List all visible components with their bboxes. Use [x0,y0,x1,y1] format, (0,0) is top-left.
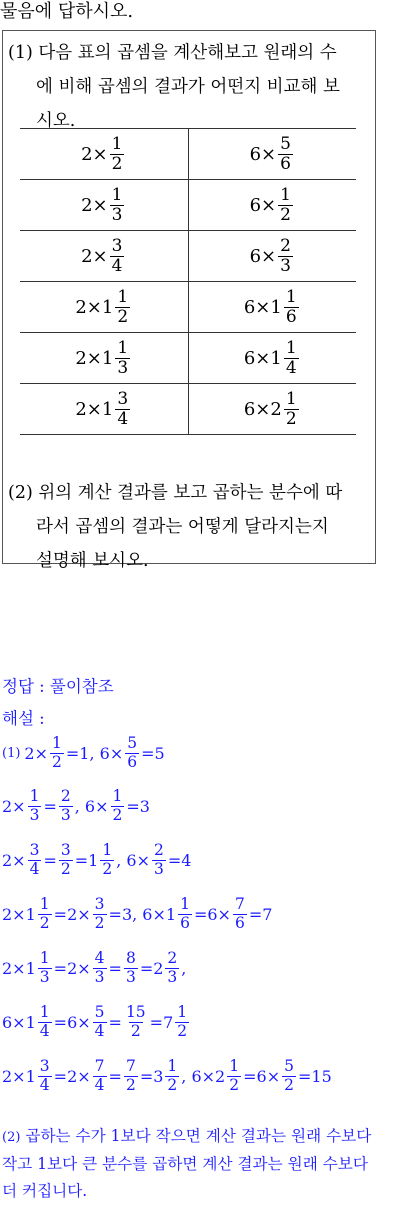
fraction: $\frac{2}{3}$ [153,841,164,878]
q2-solution-line1: 곱하는 수가 1보다 작으면 계산 결과는 원래 수보다 [25,1127,372,1145]
q1-line1: 다음 표의 곱셈을 계산해보고 원래의 수 [38,43,337,63]
solution-line: (1) 2× $\frac{1}{2}$ =1, 6× $\frac{5}{6}$ =5 [2,734,165,771]
fraction: $\frac{3}{4}$ [117,388,129,429]
fraction: $\frac{1}{2}$ [111,133,123,174]
solution-line: 2× $\frac{3}{4}$ = $\frac{3}{2}$ = 1 $\frac{1}{2}$ , 6× $\frac{2}{3}$ =4 [2,841,192,878]
fraction: $\frac{7}{4}$ [94,1057,105,1094]
solution-q1-label: (1) [2,745,21,761]
fraction: $\frac{1}{2}$ [112,787,123,824]
q2-label: (2) [8,483,33,503]
fraction: $\frac{3}{2}$ [60,841,71,878]
table-cell: 2× 1 $\frac{1}{2}$ [20,282,188,333]
fraction: $\frac{15}{2}$ [125,1003,146,1040]
fraction: $\frac{7}{2}$ [125,1057,136,1094]
fraction: $\frac{3}{4}$ [29,841,40,878]
fraction: $\frac{8}{3}$ [125,949,136,986]
q1-line3: 시오. [36,111,76,131]
table-row [20,282,356,333]
table-cell: 2× $\frac{1}{3}$ [20,180,188,231]
fraction: $\frac{7}{6}$ [234,895,245,932]
q1-line2: 에 비해 곱셈의 결과가 어떤지 비교해 보 [36,77,340,97]
table-row [20,231,356,282]
fraction: $\frac{3}{2}$ [94,895,105,932]
q2-solution-line2: 작고 1보다 큰 분수를 곱하면 계산 결과는 원래 수보다 [2,1155,368,1173]
question-2 [8,476,368,578]
question-1 [8,36,368,138]
table-row [20,333,356,384]
q2-line1: 위의 계산 결과를 보고 곱하는 분수에 따 [38,483,343,503]
answer-line: 정답 : 풀이참조 [2,677,114,696]
solution-line: 2× 1 $\frac{3}{4}$ =2× $\frac{7}{4}$ = $\frac{7}{2}$ = 3 $\frac{1}{2}$ , 6× 2 $\frac{1}{2}$ =6× $\frac{5}{2}$ =15 [2,1057,332,1094]
solution-line: 2× 1 $\frac{1}{2}$ =2× $\frac{3}{2}$ =3, 6× 1 $\frac{1}{6}$ =6× $\frac{7}{6}$ =7 [2,895,273,932]
table-cell: 6× $\frac{1}{2}$ [188,180,356,231]
explanation-label: 해설 : [2,709,45,728]
q2-solution-label: (2) [2,1130,21,1145]
fraction: $\frac{3}{4}$ [111,235,123,276]
fraction: $\frac{1}{2}$ [52,734,62,771]
table-cell: 2× 1 $\frac{3}{4}$ [20,384,188,435]
fraction: $\frac{2}{3}$ [60,787,71,824]
fraction: $\frac{1}{2}$ [102,841,113,878]
table-row [20,384,356,435]
fraction: $\frac{2}{3}$ [167,949,178,986]
multiplication-table [20,128,356,435]
fraction: $\frac{5}{2}$ [284,1057,294,1094]
q2-line3: 설명해 보시오. [36,551,149,571]
fraction: $\frac{1}{3}$ [111,184,123,225]
table-row [20,180,356,231]
fraction: $\frac{1}{2}$ [285,388,297,429]
fraction: $\frac{1}{2}$ [117,286,129,327]
table-cell: 2× $\frac{1}{2}$ [20,129,188,180]
fraction: $\frac{1}{2}$ [280,184,291,225]
table-cell: 6× 2 $\frac{1}{2}$ [188,384,356,435]
fraction: $\frac{3}{4}$ [39,1057,50,1094]
table-cell: 6× 1 $\frac{1}{6}$ [188,282,356,333]
table-cell: 2× $\frac{3}{4}$ [20,231,188,282]
fraction: $\frac{1}{4}$ [285,337,297,378]
solution-line: 6× 1 $\frac{1}{4}$ =6× $\frac{5}{4}$ = $\frac{15}{2}$ = 7 $\frac{1}{2}$ [2,1003,188,1040]
q1-label: (1) [8,43,33,63]
fraction: $\frac{2}{3}$ [280,235,291,276]
q2-line2: 라서 곱셈의 결과는 어떻게 달라지는지 [36,517,329,537]
table-cell: 2× 1 $\frac{1}{3}$ [20,333,188,384]
q2-solution-line3: 더 커집니다. [2,1182,88,1200]
fraction: $\frac{4}{3}$ [94,949,105,986]
fraction: $\frac{1}{2}$ [177,1003,188,1040]
fraction: $\frac{1}{2}$ [229,1057,240,1094]
intro-instruction: 물음에 답하시오. [0,1,134,22]
solution-line: 2× $\frac{1}{3}$ = $\frac{2}{3}$ , 6× $\frac{1}{2}$ =3 [2,787,150,824]
table-row [20,129,356,180]
fraction: $\frac{5}{4}$ [94,1003,105,1040]
solution-line: 2× 1 $\frac{1}{3}$ =2× $\frac{4}{3}$ = $\frac{8}{3}$ = 2 $\frac{2}{3}$ , [2,949,187,986]
fraction: $\frac{1}{3}$ [39,949,50,986]
fraction: $\frac{1}{3}$ [29,787,40,824]
table-cell: 6× 1 $\frac{1}{4}$ [188,333,356,384]
q2-solution [2,1123,400,1205]
fraction: $\frac{1}{4}$ [39,1003,50,1040]
fraction: $\frac{1}{6}$ [180,895,190,932]
table-cell: 6× $\frac{5}{6}$ [188,129,356,180]
fraction: $\frac{1}{6}$ [285,286,297,327]
fraction: $\frac{1}{3}$ [117,337,129,378]
fraction: $\frac{1}{2}$ [39,895,50,932]
fraction: $\frac{5}{6}$ [127,734,138,771]
table-cell: 6× $\frac{2}{3}$ [188,231,356,282]
fraction: $\frac{1}{2}$ [167,1057,178,1094]
fraction: $\frac{5}{6}$ [280,133,291,174]
